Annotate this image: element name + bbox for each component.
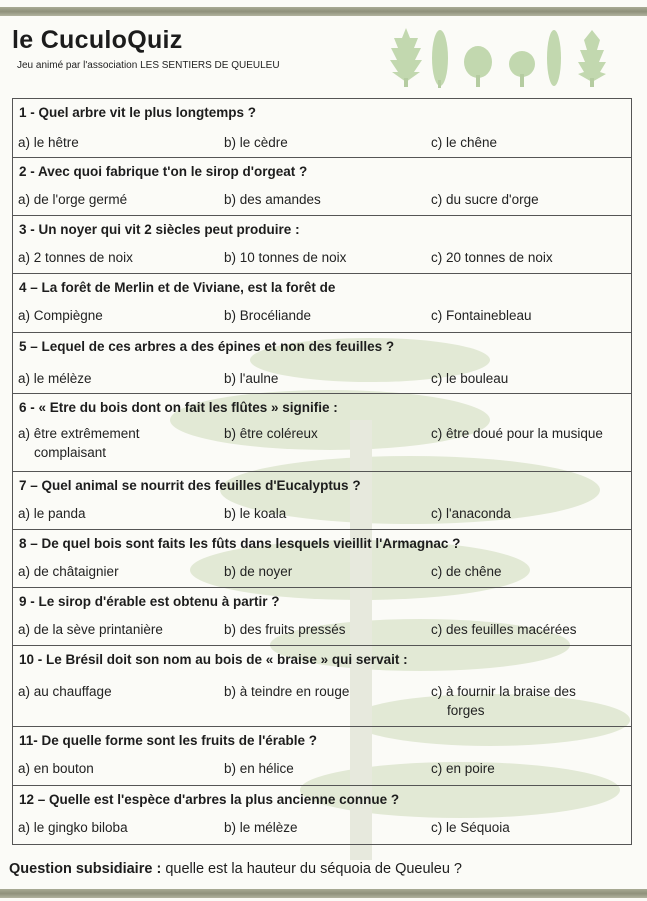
question-row: [13, 332, 631, 393]
answer-c: [431, 562, 502, 581]
answer-b-text: b) l'aulne: [224, 371, 279, 386]
answer-b-text: b) le mélèze: [224, 820, 298, 835]
answer-a-text: a) 2 tonnes de noix: [18, 250, 133, 265]
answer-b-text: b) à teindre en rouge: [224, 684, 350, 699]
answer-a: [18, 562, 119, 581]
question-text: 5 – Lequel de ces arbres a des épines et non des feuilles ?: [19, 339, 395, 354]
answer-c: [431, 190, 539, 209]
answer-b: [224, 818, 298, 837]
answer-a-text: a) être extrêmement: [18, 426, 140, 441]
answer-b: [224, 759, 294, 778]
question-row: [13, 273, 631, 332]
answer-b: [224, 369, 278, 388]
answer-b-text: b) des amandes: [224, 192, 321, 207]
answer-c: [431, 369, 508, 388]
answer-b: [224, 424, 318, 443]
answer-c-text: c) le bouleau: [431, 371, 509, 386]
answer-a-text-continued: complaisant: [34, 445, 107, 460]
question-text: 10 - Le Brésil doit son nom au bois de « braise » qui servait :: [19, 652, 408, 667]
answer-a-text: a) au chauffage: [18, 684, 112, 699]
answer-b-text: b) le koala: [224, 506, 287, 521]
question-row: [13, 215, 631, 273]
answer-a-text: a) en bouton: [18, 761, 94, 776]
answer-a-text: a) le hêtre: [18, 135, 79, 150]
answer-c: [431, 424, 603, 443]
answer-c-text: c) l'anaconda: [431, 506, 511, 521]
answer-c-text: c) être doué pour la musique: [431, 426, 603, 441]
question-text: 2 - Avec quoi fabrique t'on le sirop d'orgeat ?: [19, 164, 308, 179]
answer-a-text: a) le mélèze: [18, 371, 92, 386]
trees-logo: [388, 20, 610, 90]
answer-c: [431, 759, 495, 778]
question-text: 1 - Quel arbre vit le plus longtemps ?: [19, 105, 257, 120]
answer-b: [224, 190, 321, 209]
question-row: [13, 645, 631, 726]
question-text: 9 - Le sirop d'érable est obtenu à partir ?: [19, 594, 280, 609]
answer-b: [224, 504, 286, 523]
answer-b: [224, 248, 346, 267]
question-row: [13, 471, 631, 529]
answer-c-text: c) du sucre d'orge: [431, 192, 539, 207]
question-text: 12 – Quelle est l'espèce d'arbres la plus ancienne connue ?: [19, 792, 400, 807]
answer-b: [224, 620, 346, 639]
answer-a: [18, 818, 128, 837]
answer-c-text-continued: forges: [447, 703, 485, 718]
answer-a-text: a) le gingko biloba: [18, 820, 128, 835]
question-row: [13, 529, 631, 587]
answer-a-text: a) de châtaignier: [18, 564, 119, 579]
answer-b-text: b) 10 tonnes de noix: [224, 250, 347, 265]
question-row: [13, 587, 631, 645]
answer-c-text: c) le Séquoia: [431, 820, 510, 835]
question-row: [13, 157, 631, 215]
answer-a: [18, 248, 133, 267]
subsidiary-label: Question subsidiaire :: [9, 861, 162, 877]
answer-a: [18, 620, 163, 639]
answer-c-text: c) en poire: [431, 761, 495, 776]
subsidiary-text: quelle est la hauteur du séquoia de Queuleu ?: [165, 861, 462, 877]
question-text: 3 - Un noyer qui vit 2 siècles peut produire :: [19, 222, 300, 237]
answer-b-text: b) être coléreux: [224, 426, 318, 441]
answer-a: [18, 504, 86, 523]
answer-a-text: a) de l'orge germé: [18, 192, 128, 207]
question-text: 8 – De quel bois sont faits les fûts dans lesquels vieillit l'Armagnac ?: [19, 536, 461, 551]
answer-a-text: a) Compiègne: [18, 308, 103, 323]
question-row: [13, 393, 631, 471]
answer-b: [224, 133, 288, 152]
page-title: le CuculoQuiz: [12, 26, 183, 54]
answer-c: [431, 818, 510, 837]
bottom-border-bar: [0, 889, 647, 898]
quiz-table: [12, 98, 632, 845]
answer-c-text: c) Fontainebleau: [431, 308, 532, 323]
question-row: [13, 99, 631, 157]
answer-c: [431, 682, 576, 720]
answer-c: [431, 306, 532, 325]
answer-a-text: a) de la sève printanière: [18, 622, 163, 637]
answer-a: [18, 190, 127, 209]
answer-a: [18, 369, 92, 388]
answer-a: [18, 424, 140, 462]
answer-c: [431, 248, 553, 267]
answer-b: [224, 682, 349, 701]
answer-b-text: b) des fruits pressés: [224, 622, 346, 637]
answer-b-text: b) en hélice: [224, 761, 294, 776]
question-row: [13, 726, 631, 785]
question-text: 4 – La forêt de Merlin et de Viviane, est la forêt de: [19, 280, 336, 295]
answer-b: [224, 562, 292, 581]
question-text: 6 - « Etre du bois dont on fait les flûtes » signifie :: [19, 400, 338, 415]
answer-c-text: c) le chêne: [431, 135, 498, 150]
answer-c: [431, 620, 577, 639]
answer-c-text: c) des feuilles macérées: [431, 622, 577, 637]
answer-a: [18, 306, 103, 325]
answer-b-text: b) Brocéliande: [224, 308, 312, 323]
answer-b-text: b) de noyer: [224, 564, 293, 579]
question-text: 7 – Quel animal se nourrit des feuilles d'Eucalyptus ?: [19, 478, 361, 493]
top-border-bar: [0, 7, 647, 16]
answer-c-text: c) à fournir la braise des: [431, 684, 576, 699]
subsidiary-question: [9, 861, 462, 877]
answer-c-text: c) 20 tonnes de noix: [431, 250, 553, 265]
answer-c: [431, 504, 511, 523]
page-subtitle: Jeu animé par l'association LES SENTIERS DE QUEULEU: [17, 60, 280, 71]
question-text: 11- De quelle forme sont les fruits de l'érable ?: [19, 733, 318, 748]
answer-a: [18, 759, 94, 778]
answer-a: [18, 133, 79, 152]
answer-a: [18, 682, 112, 701]
question-row: [13, 785, 631, 844]
answer-b-text: b) le cèdre: [224, 135, 288, 150]
answer-a-text: a) le panda: [18, 506, 86, 521]
answer-b: [224, 306, 311, 325]
answer-c-text: c) de chêne: [431, 564, 502, 579]
answer-c: [431, 133, 497, 152]
